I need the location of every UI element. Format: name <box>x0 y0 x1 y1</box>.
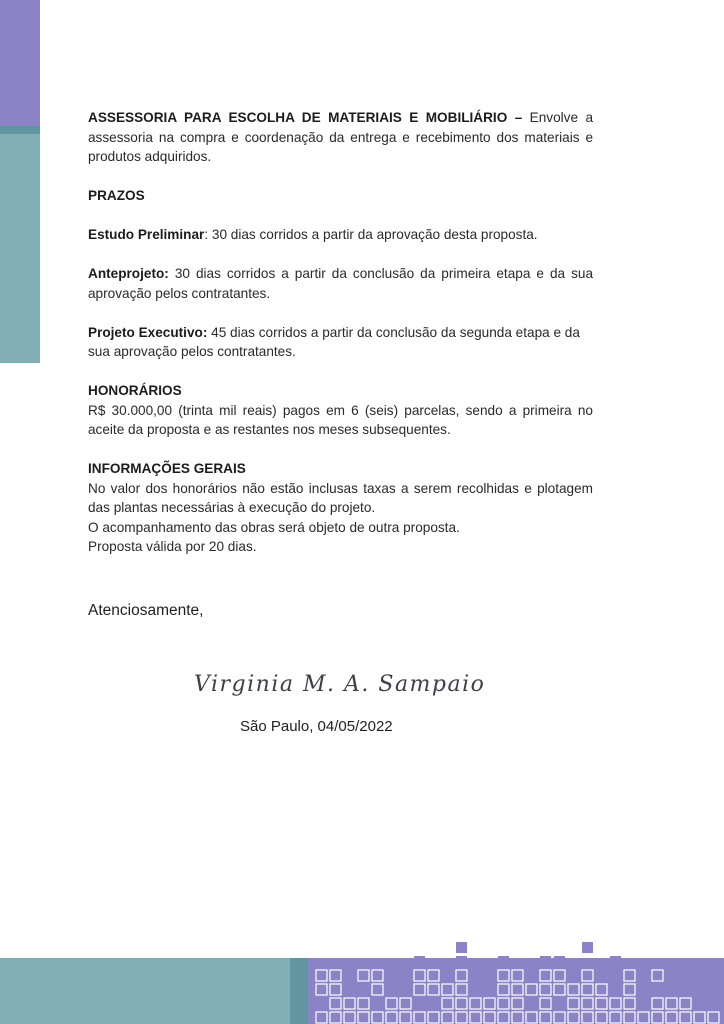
estudo-preliminar-paragraph <box>88 225 593 245</box>
decorative-bar-teal <box>0 134 40 363</box>
prazos-heading: PRAZOS <box>88 188 145 203</box>
anteprojeto-label: Anteprojeto: <box>88 266 169 281</box>
footer-band-purple <box>308 958 724 1024</box>
footer-band-teal <box>0 958 290 1024</box>
closing-text: Atenciosamente, <box>88 602 204 619</box>
anteprojeto-text: 30 dias corridos a partir da conclusão da primeira etapa e da sua aprovação pelos contratantes. <box>88 266 593 301</box>
assessoria-text: Envolve a assessoria na compra e coordenação da entrega e recebimento dos materiais e produtos adquiridos. <box>88 110 593 164</box>
honorarios-text: R$ 30.000,00 (trinta mil reais) pagos em 6 (seis) parcelas, sendo a primeira no aceite da proposta e as restantes nos meses subsequentes. <box>88 402 593 437</box>
anteprojeto-paragraph <box>88 264 593 303</box>
honorarios-heading: HONORÁRIOS <box>88 383 182 398</box>
footer-band-divider <box>290 958 308 1024</box>
place-date: São Paulo, 04/05/2022 <box>240 718 393 735</box>
signature: Virginia M. A. Sampaio <box>194 672 486 697</box>
decorative-bar-divider <box>0 126 40 134</box>
informacoes-line-1: No valor dos honorários não estão inclusas taxas a serem recolhidas e plotagem das plantas necessárias à execução do projeto. <box>88 480 593 515</box>
informacoes-heading: INFORMAÇÕES GERAIS <box>88 461 246 476</box>
assessoria-heading: ASSESSORIA PARA ESCOLHA DE MATERIAIS E MOBILIÁRIO – <box>88 110 523 125</box>
decorative-bar-purple <box>0 0 40 126</box>
assessoria-paragraph <box>88 108 593 167</box>
informacoes-line-2: O acompanhamento das obras será objeto de outra proposta. <box>88 519 460 535</box>
informacoes-line-3: Proposta válida por 20 dias. <box>88 539 257 554</box>
proposal-body <box>88 108 593 557</box>
estudo-preliminar-text: : 30 dias corridos a partir da aprovação desta proposta. <box>204 227 538 242</box>
projeto-executivo-label: Projeto Executivo: <box>88 324 208 340</box>
estudo-preliminar-label: Estudo Preliminar <box>88 227 205 242</box>
projeto-executivo-text: 45 dias corridos a partir da conclusão da segunda etapa e da sua aprovação pelos contratantes. <box>88 324 580 359</box>
projeto-executivo-paragraph <box>88 323 593 362</box>
